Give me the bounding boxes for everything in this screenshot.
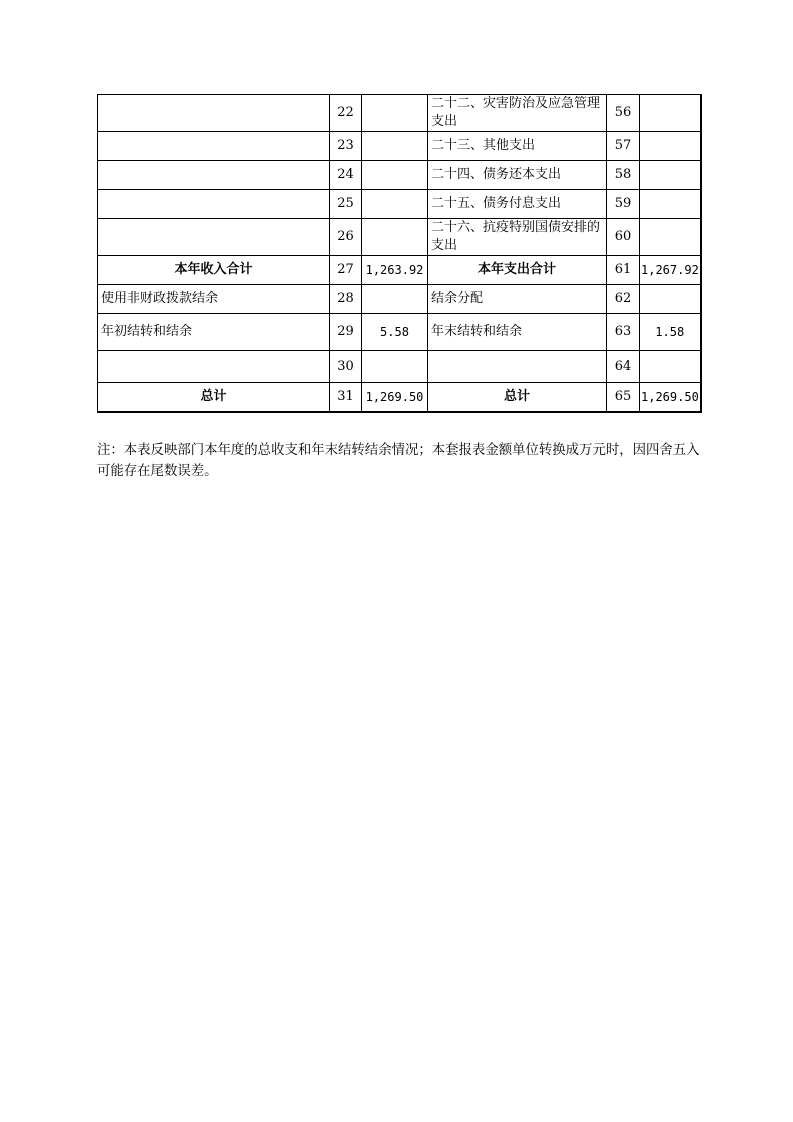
expense-item-cell: 年末结转和结余 [428, 314, 607, 351]
expense-line-number: 60 [607, 219, 640, 256]
expense-grand-total-amount: 1,269.50 [640, 383, 701, 413]
table-row [98, 314, 701, 351]
income-amount-cell [362, 132, 428, 161]
expense-line-number: 61 [607, 256, 640, 285]
income-amount-cell [362, 351, 428, 383]
income-item-cell [98, 351, 330, 383]
expense-line-number: 65 [607, 383, 640, 413]
income-item-cell: 年初结转和结余 [98, 314, 330, 351]
expense-amount-cell [640, 132, 701, 161]
income-line-number: 28 [330, 285, 362, 314]
table-row [98, 351, 701, 383]
income-line-number: 24 [330, 161, 362, 190]
expense-amount-cell [640, 351, 701, 383]
income-subtotal-amount: 1,263.92 [362, 256, 428, 285]
expense-item-cell [428, 351, 607, 383]
income-line-number: 25 [330, 190, 362, 219]
expense-line-number: 56 [607, 95, 640, 132]
table-row [98, 190, 701, 219]
grand-total-row [98, 383, 701, 413]
expense-line-number: 64 [607, 351, 640, 383]
income-line-number: 31 [330, 383, 362, 413]
expense-amount-cell [640, 219, 701, 256]
income-amount-cell [362, 161, 428, 190]
footnote: 注：本表反映部门本年度的总收支和年末结转结余情况；本套报表金额单位转换成万元时，因四舍五入可能存在尾数误差。 [97, 443, 700, 479]
expense-item-cell: 二十六、抗疫特别国债安排的支出 [428, 219, 607, 256]
income-line-number: 26 [330, 219, 362, 256]
income-line-number: 22 [330, 95, 362, 132]
expense-item-cell: 结余分配 [428, 285, 607, 314]
income-item-cell [98, 161, 330, 190]
income-amount-cell [362, 95, 428, 132]
expense-line-number: 58 [607, 161, 640, 190]
expense-line-number: 63 [607, 314, 640, 351]
income-item-cell [98, 132, 330, 161]
income-line-number: 30 [330, 351, 362, 383]
expense-item-cell: 二十三、其他支出 [428, 132, 607, 161]
budget-table [97, 94, 702, 413]
expense-item-cell: 二十四、债务还本支出 [428, 161, 607, 190]
expense-amount-cell [640, 190, 701, 219]
income-amount-cell [362, 219, 428, 256]
income-item-cell [98, 190, 330, 219]
income-amount-cell [362, 285, 428, 314]
expense-line-number: 59 [607, 190, 640, 219]
expense-subtotal-label: 本年支出合计 [428, 256, 607, 285]
expense-amount-cell [640, 95, 701, 132]
income-line-number: 29 [330, 314, 362, 351]
expense-line-number: 62 [607, 285, 640, 314]
income-item-cell: 使用非财政拨款结余 [98, 285, 330, 314]
expense-line-number: 57 [607, 132, 640, 161]
income-line-number: 23 [330, 132, 362, 161]
income-subtotal-label: 本年收入合计 [98, 256, 330, 285]
expense-grand-total-label: 总计 [428, 383, 607, 413]
expense-amount-cell: 1.58 [640, 314, 701, 351]
expense-amount-cell [640, 285, 701, 314]
income-grand-total-amount: 1,269.50 [362, 383, 428, 413]
table-row [98, 95, 701, 132]
table-row [98, 132, 701, 161]
expense-item-cell: 二十二、灾害防治及应急管理支出 [428, 95, 607, 132]
table-row [98, 161, 701, 190]
table-row [98, 285, 701, 314]
income-item-cell [98, 95, 330, 132]
expense-amount-cell [640, 161, 701, 190]
income-item-cell [98, 219, 330, 256]
income-total-row [98, 256, 701, 285]
income-amount-cell [362, 190, 428, 219]
expense-subtotal-amount: 1,267.92 [640, 256, 701, 285]
income-line-number: 27 [330, 256, 362, 285]
income-grand-total-label: 总计 [98, 383, 330, 413]
table-row [98, 219, 701, 256]
income-amount-cell: 5.58 [362, 314, 428, 351]
expense-item-cell: 二十五、债务付息支出 [428, 190, 607, 219]
